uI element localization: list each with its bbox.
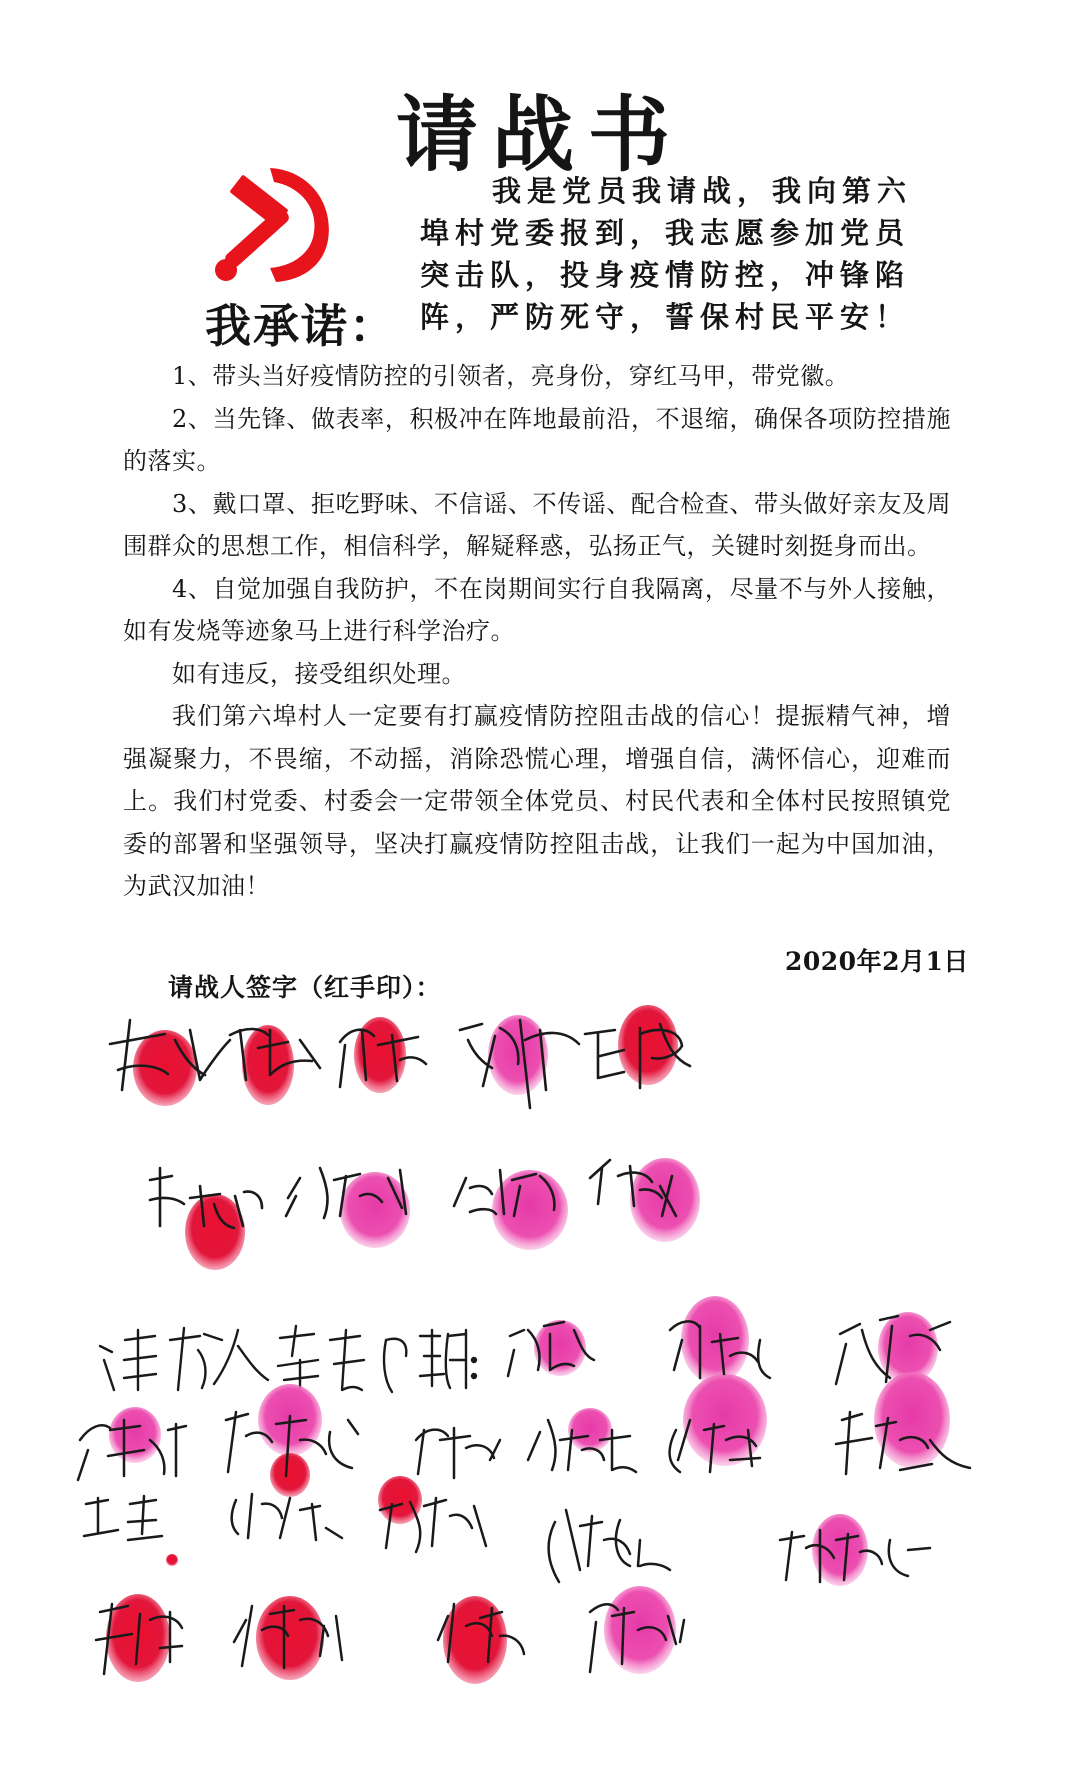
fingerprint	[568, 1408, 612, 1452]
document-date: 2020年2月1日	[785, 947, 969, 976]
signature-area	[0, 1000, 1080, 1767]
fingerprint	[534, 1320, 586, 1376]
fingerprints-row-1	[133, 1005, 678, 1106]
fingerprint	[354, 1017, 406, 1093]
hammer-sickle-icon	[210, 160, 340, 290]
pledge-item-3: 3、戴口罩、拒吃野味、不信谣、不传谣、配合检查、带头做好亲友及周围群众的思想工作，相信科学，解疑释惑，弘扬正气，关键时刻挺身而出。	[123, 489, 951, 560]
fingerprints-block-2	[106, 1296, 950, 1684]
document-title: 请战书	[395, 87, 684, 183]
signature-label: 请战人签字（红手印）：	[168, 973, 442, 1002]
fingerprint	[270, 1453, 310, 1497]
fingerprint	[340, 1172, 410, 1248]
violation-clause: 如有违反，接受组织处理。	[172, 659, 466, 688]
fingerprint	[133, 1030, 197, 1106]
fingerprint	[683, 1374, 767, 1466]
fingerprint	[874, 1372, 950, 1468]
fingerprint	[166, 1554, 178, 1566]
signatures-block-2	[78, 1316, 970, 1674]
closing-paragraph: 我们第六埠村人一定要有打赢疫情防控阻击战的信心！提振精气神，增强凝聚力，不畏缩，不动摇，消除恐慌心理，增强自信，满怀信心，迎难而上。我们村党委、村委会一定带领全体党员、村民代表和全体村民按照镇党委的部署和坚强领导，坚决打赢疫情防控阻击战，让我们一起为中国加油，为武汉加油！	[123, 702, 951, 900]
fingerprint	[681, 1296, 749, 1384]
pledge-intro: 我是党员我请战，我向第六埠村党委报到，我志愿参加党员突击队，投身疫情防控，冲锋陷阵，严防死守，誓保村民平安！	[420, 174, 913, 334]
pledge-item-2: 2、当先锋、做表率，积极冲在阵地最前沿，不退缩，确保各项防控措施的落实。	[123, 404, 951, 475]
fingerprint	[256, 1596, 324, 1680]
pledge-label: 我承诺：	[205, 299, 397, 353]
handwritten-signature-header	[100, 1326, 476, 1392]
pledge-item-4: 4、自觉加强自我防护，不在岗期间实行自我隔离，尽量不与外人接触，如有发烧等迹象马上进行科学治疗。	[123, 574, 951, 645]
pledge-item-1: 1、带头当好疫情防控的引领者，亮身份，穿红马甲，带党徽。	[172, 362, 850, 390]
pledge-body	[123, 355, 951, 908]
signatures-handwriting-image	[0, 1000, 1080, 1767]
